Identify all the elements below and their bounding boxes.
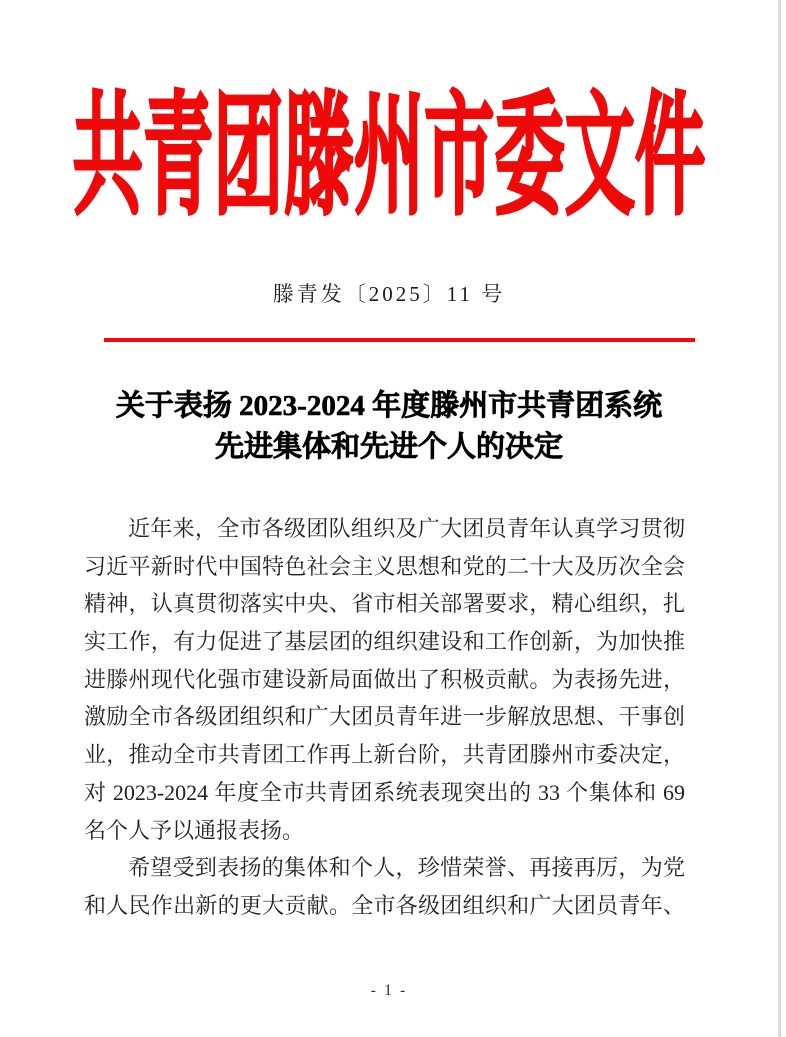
body-text-line: 名个人予以通报表扬。 (84, 817, 305, 843)
page-number: - 1 - (370, 982, 408, 999)
document-title-line-1: 关于表扬 2023-2024 年度滕州市共青团系统 (115, 390, 663, 422)
body-text-line: 业，推动全市共青团工作再上新台阶，共青团滕州市委决定， (84, 742, 685, 768)
masthead-title: 共青团滕州市委文件 (72, 84, 706, 233)
document-number: 滕青发〔2025〕11 号 (272, 282, 506, 306)
document-title (60, 386, 718, 468)
body-text-line: 激励全市各级团组织和广大团员青年进一步解放思想、干事创 (84, 704, 685, 730)
body-text-line: 精神，认真贯彻落实中央、省市相关部署要求，精心组织，扎 (84, 591, 685, 617)
body-text-line: 和人民作出新的更大贡献。全市各级团组织和广大团员青年、 (84, 892, 685, 918)
body-text-line: 近年来，全市各级团队组织及广大团员青年认真学习贯彻 (128, 516, 685, 541)
document-body (84, 510, 685, 925)
page-right-edge (778, 0, 781, 1037)
document-title-line-2: 先进集体和先进个人的决定 (214, 431, 563, 463)
body-text-line: 实工作，有力促进了基层团的组织建设和工作创新，为加快推 (84, 629, 685, 655)
red-separator-line (104, 338, 695, 342)
body-text-line: 习近平新时代中国特色社会主义思想和党的二十大及历次全会 (84, 553, 685, 579)
body-text-line: 进滕州现代化强市建设新局面做出了积极贡献。为表扬先进， (84, 666, 685, 692)
body-text-line: 对 2023-2024 年度全市共青团系统表现突出的 33 个集体和 69 (84, 779, 685, 805)
body-text-line: 希望受到表扬的集体和个人，珍惜荣誉、再接再厉，为党 (128, 855, 685, 881)
